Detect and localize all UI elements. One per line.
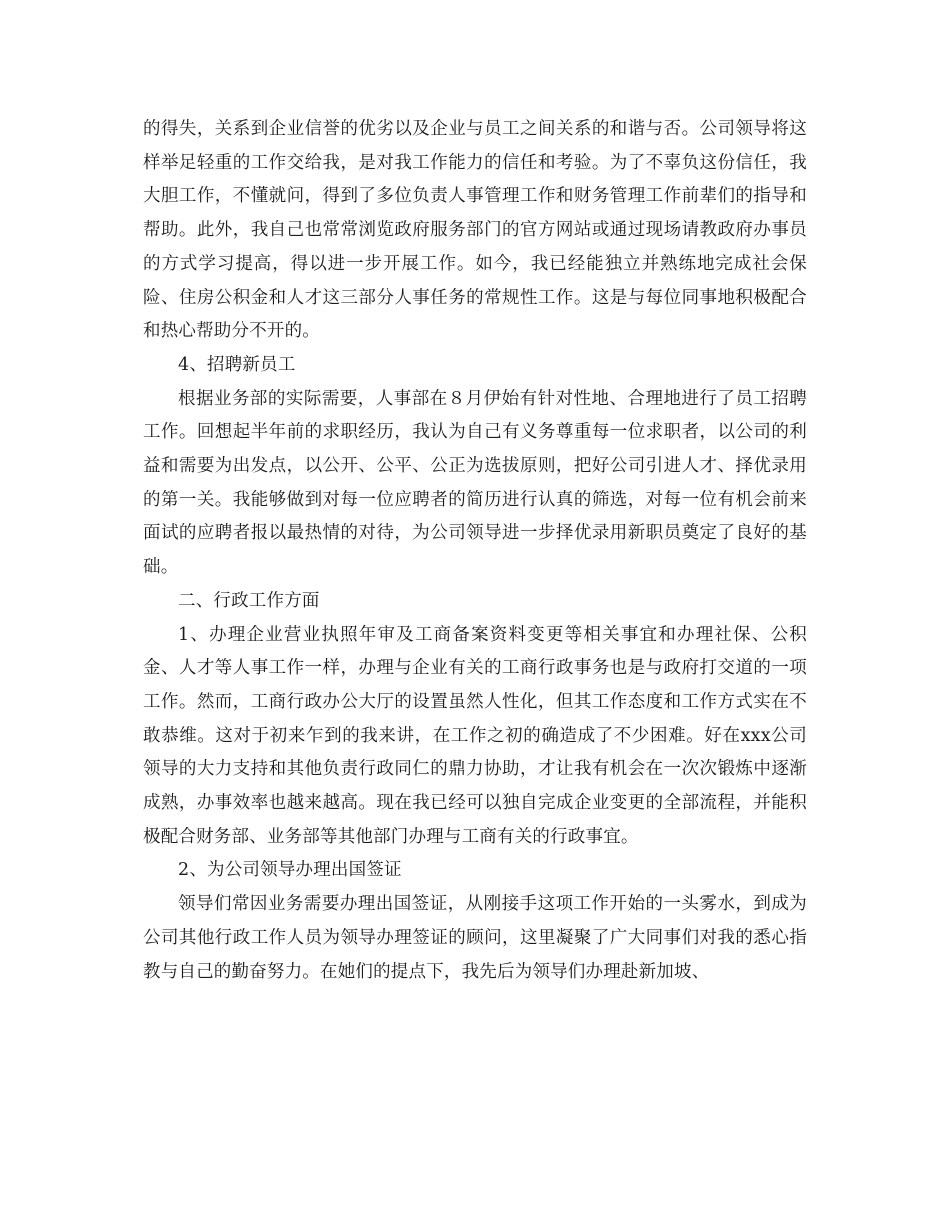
document-body (143, 113, 807, 989)
paragraph-business-license: 1、办理企业营业执照年审及工商备案资料变更等相关事宜和办理社保、公积金、人才等人事工作一样，办理与企业有关的工商行政事务也是与政府打交道的一项工作。然而，工商行政办公大厅的设置虽然人性化，但其工作态度和工作方式实在不敢恭维。这对于初来乍到的我来讲，在工作之初的确造成了不少困难。好在xxx公司领导的大力支持和其他负责行政同仁的鼎力协助，才让我有机会在一次次锻炼中逐渐成熟，办事效率也越来越高。现在我已经可以独自完成企业变更的全部流程，并能积极配合财务部、业务部等其他部门办理与工商有关的行政事宜。 (143, 624, 807, 847)
paragraph-recruitment: 根据业务部的实际需要，人事部在８月伊始有针对性地、合理地进行了员工招聘工作。回想起半年前的求职经历，我认为自己有义务尊重每一位求职者，以公司的利益和需要为出发点，以公开、公平、公正为选拔原则，把好公司引进人才、择优录用的第一关。我能够做到对每一位应聘者的简历进行认真的筛选，对每一位有机会前来面试的应聘者报以最热情的对待，为公司领导进一步择优录用新职员奠定了良好的基础。 (143, 388, 807, 578)
section-heading-recruit-new-staff: 4、招聘新员工 (178, 354, 296, 375)
paragraph-personnel-work-continued: 的得失，关系到企业信誉的优劣以及企业与员工之间关系的和谐与否。公司领导将这样举足轻重的工作交给我，是对我工作能力的信任和考验。为了不辜负这份信任，我大胆工作，不懂就问，得到了多位负责人事管理工作和财务管理工作前辈们的指导和帮助。此外，我自己也常常浏览政府服务部门的官方网站或通过现场请教政府办事员的方式学习提高，得以进一步开展工作。如今，我已经能独立并熟练地完成社会保险、住房公积金和人才这三部分人事任务的常规性工作。这是与每位同事地积极配合和热心帮助分不开的。 (143, 119, 807, 342)
section-heading-visa-processing: 2、为公司领导办理出国签证 (178, 860, 402, 881)
paragraph-visa: 领导们常因业务需要办理出国签证，从刚接手这项工作开始的一头雾水，到成为公司其他行政工作人员为领导办理签证的顾问，这里凝聚了广大同事们对我的悉心指教与自己的勤奋努力。在她们的提点下，我先后为领导们办理赴新加坡、 (143, 894, 807, 982)
section-heading-administrative-work: 二、行政工作方面 (178, 590, 320, 611)
